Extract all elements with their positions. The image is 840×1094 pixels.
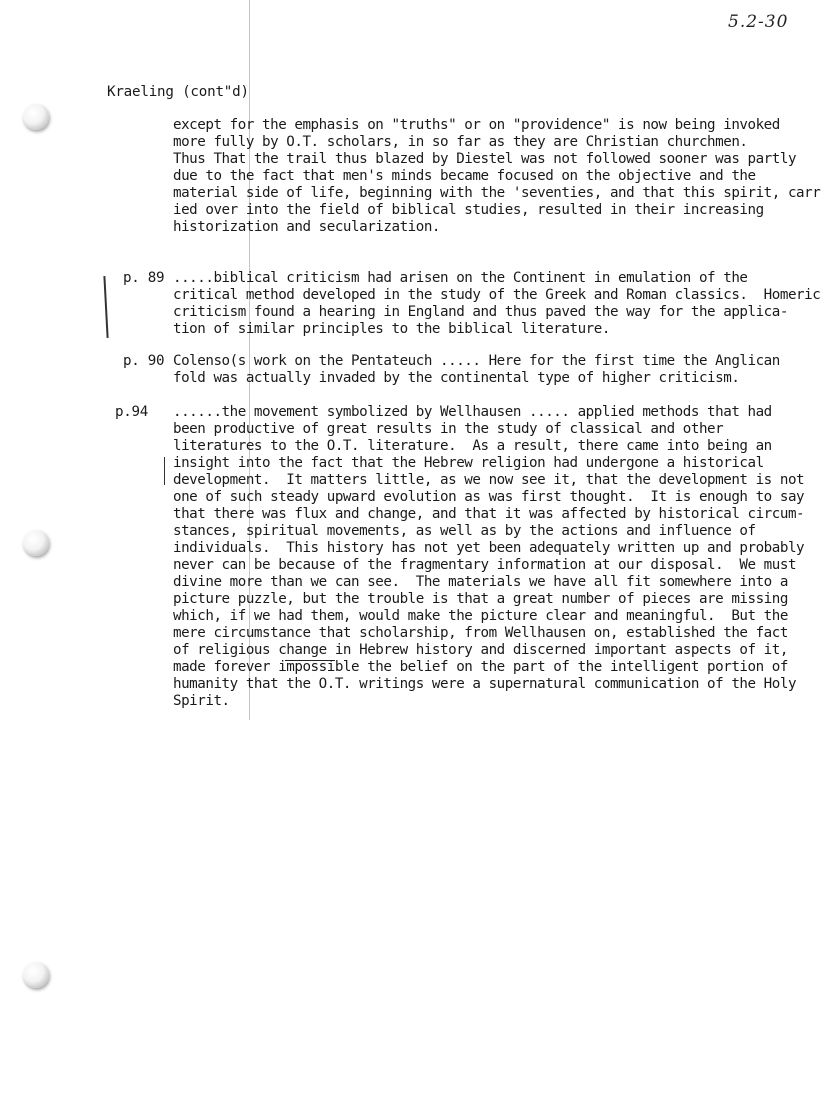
text-line: Colenso(s work on the Pentateuch ..... Here for the first time the Anglican (173, 353, 780, 369)
text-line: humanity that the O.T. writings were a supernatural communication of the Holy (173, 676, 797, 692)
text-line: Spirit. (173, 693, 230, 709)
text-line: stances, spiritual movements, as well as by the actions and influence of (173, 523, 756, 539)
text-line: individuals. This history has not yet been adequately written up and probably (173, 540, 805, 556)
margin-bracket-mark (164, 457, 165, 485)
text-line: been productive of great results in the study of classical and other (173, 421, 724, 437)
text-line: due to the fact that men's minds became focused on the objective and the (173, 168, 756, 184)
text-line: of religious change in Hebrew history and discerned important aspects of it, (173, 642, 788, 658)
text-line: historization and secularization. (173, 219, 441, 235)
handwritten-page-number: 5.2-30 (728, 12, 789, 32)
text-line: Thus That the trail thus blazed by Diestel was not followed sooner was partly (173, 151, 797, 167)
page-reference: p.94 (115, 404, 148, 420)
text-line: divine more than we can see. The materials we have all fit somewhere into a (173, 574, 788, 590)
text-line: ......the movement symbolized by Wellhausen ..... applied methods that had (173, 404, 772, 420)
text-line: .....biblical criticism had arisen on the Continent in emulation of the (173, 270, 748, 286)
page-reference: p. 89 (123, 270, 165, 286)
text-line: which, if we had them, would make the picture clear and meaningful. But the (173, 608, 788, 624)
text-line: except for the emphasis on "truths" or on "providence" is now being invoked (173, 117, 780, 133)
text-line: mere circumstance that scholarship, from Wellhausen on, established the fact (173, 625, 788, 641)
page-header: Kraeling (cont"d) (107, 84, 249, 100)
text-line: ied over into the field of biblical studies, resulted in their increasing (173, 202, 764, 218)
margin-bracket-mark (103, 276, 108, 338)
text-line: one of such steady upward evolution as was first thought. It is enough to say (173, 489, 805, 505)
text-line: made forever impossible the belief on the part of the intelligent portion of (173, 659, 788, 675)
text-line: more fully by O.T. scholars, in so far as they are Christian churchmen. (173, 134, 748, 150)
text-line: material side of life, beginning with the 'seventies, and that this spirit, carr (173, 185, 821, 201)
text-line: insight into the fact that the Hebrew religion had undergone a historical (173, 455, 764, 471)
text-line: never can be because of the fragmentary information at our disposal. We must (173, 557, 797, 573)
punch-hole-top (23, 104, 49, 130)
text-line: picture puzzle, but the trouble is that a great number of pieces are missing (173, 591, 788, 607)
punch-hole-bottom (23, 962, 49, 988)
text-line: fold was actually invaded by the continental type of higher criticism. (173, 370, 740, 386)
text-line: critical method developed in the study of the Greek and Roman classics. Homeric (173, 287, 821, 303)
text-line: criticism found a hearing in England and thus paved the way for the applica- (173, 304, 788, 320)
text-line: that there was flux and change, and that it was affected by historical circum- (173, 506, 805, 522)
punch-hole-middle (23, 530, 49, 556)
text-line: literatures to the O.T. literature. As a result, there came into being an (173, 438, 772, 454)
text-line: tion of similar principles to the biblical literature. (173, 321, 610, 337)
page-reference: p. 90 (123, 353, 165, 369)
text-line: development. It matters little, as we now see it, that the development is not (173, 472, 805, 488)
